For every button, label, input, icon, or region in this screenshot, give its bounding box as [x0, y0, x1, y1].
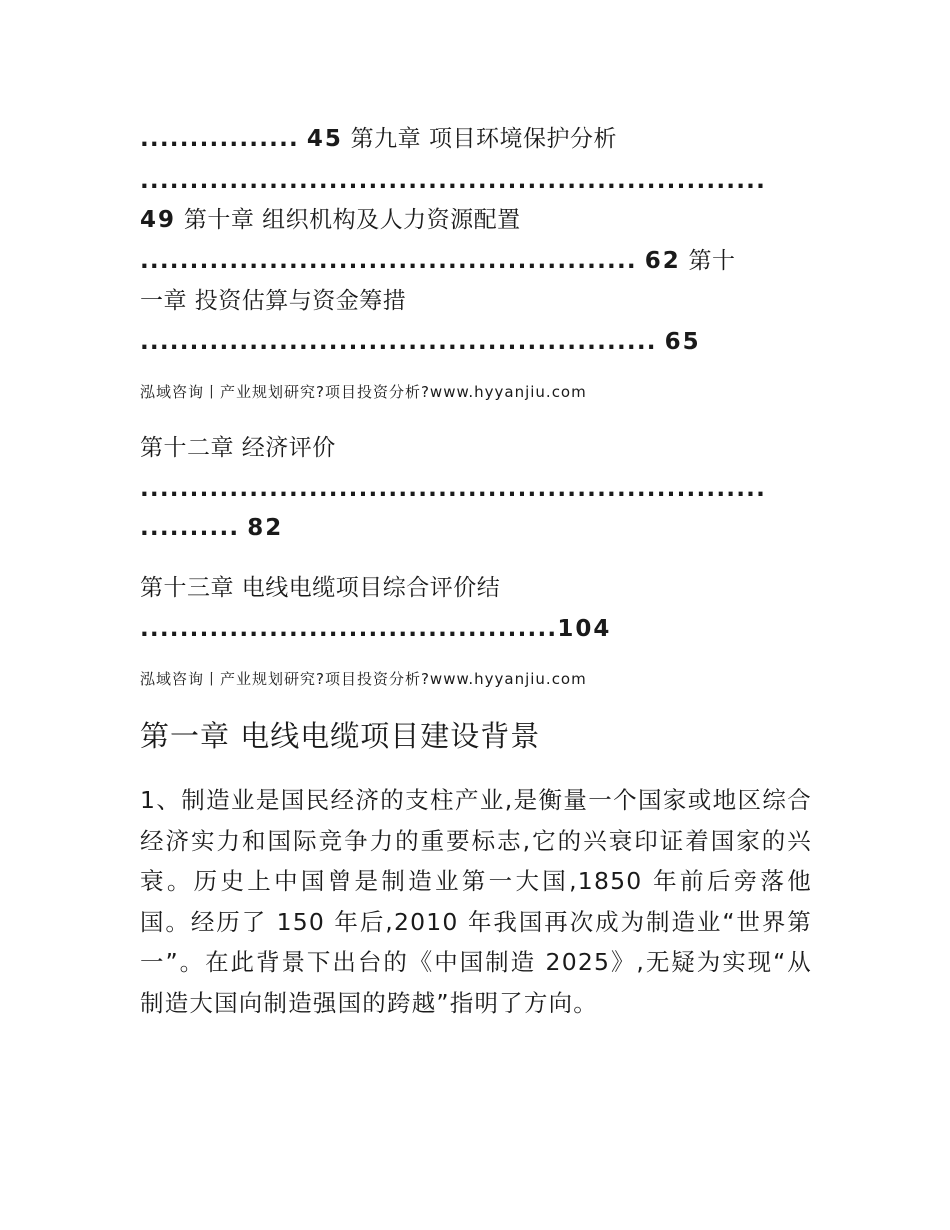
- toc-dots: ..................................................: [140, 248, 637, 274]
- toc-line-8: [140, 474, 766, 504]
- toc-entry-title: 第十二章 经济评价: [140, 435, 336, 461]
- toc-line-3: [140, 205, 521, 235]
- toc-line-4: [140, 246, 736, 276]
- toc-line-1: [140, 124, 617, 154]
- toc-dots: ...............................................................: [140, 476, 767, 502]
- toc-entry-title: 第九章 项目环境保护分析: [350, 126, 617, 152]
- toc-line-10: [140, 573, 500, 603]
- toc-line-5: [140, 286, 406, 316]
- body-paragraph: 1、制造业是国民经济的支柱产业,是衡量一个国家或地区综合经济实力和国际竞争力的重要标志,它的兴衰印证着国家的兴衰。历史上中国曾是制造业第一大国,1850 年前后旁落他国。经历了 150 年后,2010 年我国再次成为制造业“世界第一”。在此背景下出台的《中国制造 2025》,无疑为实现“从制造大国向制造强国的跨越”指明了方向。: [140, 786, 812, 1017]
- toc-line-7: [140, 433, 336, 463]
- toc-dots: ....................................................: [140, 329, 657, 355]
- page-footer: 泓域咨询丨产业规划研究?项目投资分析?www.hyyanjiu.com: [140, 383, 587, 401]
- toc-page-number: 65: [664, 329, 701, 355]
- toc-line-6: [140, 327, 701, 357]
- toc-page-number: 104: [557, 616, 612, 642]
- toc-entry-title: 第十: [688, 248, 736, 274]
- toc-page-number: 82: [247, 515, 284, 541]
- toc-line-9: [140, 513, 283, 543]
- toc-line-11: [140, 614, 611, 644]
- page-footer: 泓域咨询丨产业规划研究?项目投资分析?www.hyyanjiu.com: [140, 670, 587, 688]
- toc-dots: ................: [140, 126, 299, 152]
- toc-page-number: 45: [306, 126, 343, 152]
- toc-entry-title: 第十章 组织机构及人力资源配置: [183, 207, 521, 233]
- toc-page-number: 49: [140, 207, 177, 233]
- toc-page-number: 62: [644, 248, 681, 274]
- toc-entry-title: 第十三章 电线电缆项目综合评价结: [140, 575, 501, 601]
- toc-dots: ..........................................: [140, 616, 558, 642]
- toc-line-2: [140, 166, 766, 196]
- toc-dots: ..........: [140, 515, 240, 541]
- toc-entry-title: 一章 投资估算与资金筹措: [140, 288, 407, 314]
- toc-dots: ...............................................................: [140, 168, 767, 194]
- chapter-title: 第一章 电线电缆项目建设背景: [140, 719, 541, 753]
